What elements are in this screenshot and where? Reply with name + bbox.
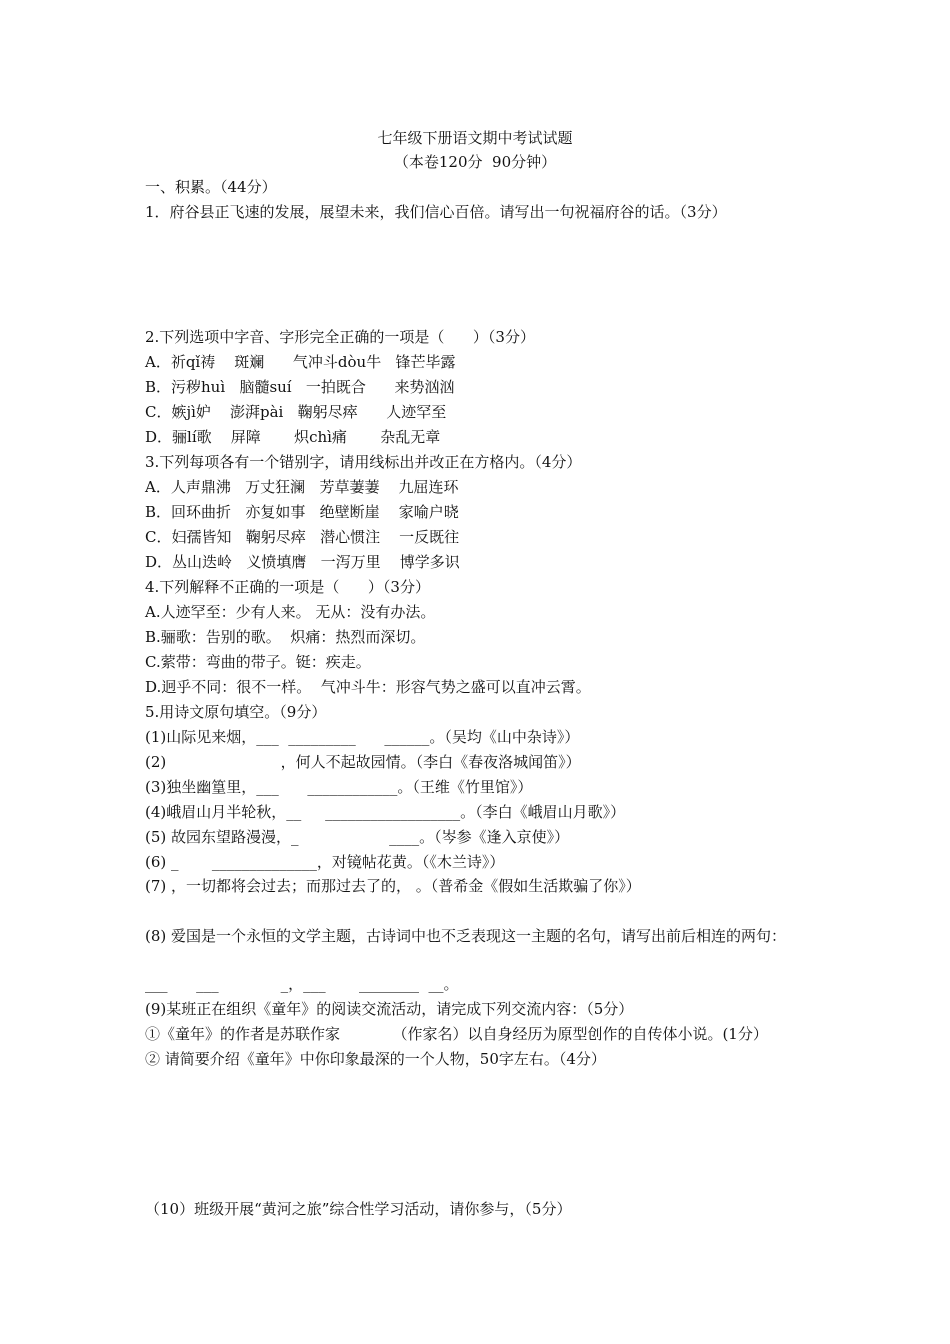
fill-line: (2) ，何人不起故园情。（李白《春夜洛城闻笛》） (145, 753, 581, 771)
question-9: (9)某班正在组织《童年》的阅读交流活动，请完成下列交流内容：（5分） (145, 1000, 634, 1018)
sub-question: ①《童年》的作者是苏联作家 （作家名）以自身经历为原型创作的自传体小说。(1分） (145, 1025, 768, 1043)
option-line: D.迥乎不同：很不一样。 气冲斗牛：形容气势之盛可以直冲云霄。 (145, 678, 591, 696)
fill-line: (1)山际见来烟，___ _________ ______。（吴均《山中杂诗》） (145, 728, 580, 746)
fill-line: (6) _ ______________，对镜帖花黄。（《木兰诗》） (145, 853, 505, 871)
fill-line: (8) 爱国是一个永恒的文学主题，古诗词中也不乏表现这一主题的名句，请写出前后相连的两句： (145, 927, 787, 945)
page-title: 七年级下册语文期中考试试题 (377, 129, 573, 147)
question-5: 5.用诗文原句填空。（9分） (145, 703, 327, 721)
option-line: B．污秽huì 脑髓suí 一拍既合 来势汹汹 (145, 378, 455, 396)
answer-blank-line: ___ ___ _，___ ________ __。 (145, 975, 459, 993)
option-line: C．嫉jì妒 澎湃pài 鞠躬尽瘁 人迹罕至 (145, 403, 447, 421)
option-line: C．妇孺皆知 鞠躬尽瘁 潜心惯注 一反既往 (145, 528, 460, 546)
fill-line: (4)峨眉山月半轮秋，__ __________________。（李白《峨眉山月歌》） (145, 803, 626, 821)
option-line: B．回环曲折 亦复如事 绝壁断崖 家喻户晓 (145, 503, 459, 521)
fill-line: (7) ，一切都将会过去；而那过去了的， 。（普希金《假如生活欺骗了你》） (145, 877, 641, 895)
option-line: A．祈qǐ祷 斑斓 气冲斗dòu牛 锋芒毕露 (145, 353, 456, 371)
question-1: 1．府谷县正飞速的发展，展望未来，我们信心百倍。请写出一句祝福府谷的话。（3分） (145, 203, 727, 221)
question-3: 3.下列每项各有一个错别字，请用线标出并改正在方格内。（4分） (145, 453, 582, 471)
option-line: A．人声鼎沸 万丈狂澜 芳草萋萋 九屈连环 (145, 478, 459, 496)
fill-line: (3)独坐幽篁里，___ ____________。（王维《竹里馆》） (145, 778, 533, 796)
option-line: D．丛山迭岭 义愤填膺 一泻万里 博学多识 (145, 553, 460, 571)
page-subtitle: （本卷120分 90分钟） (393, 153, 557, 171)
option-line: C.萦带：弯曲的带子。铤：疾走。 (145, 653, 371, 671)
section-heading: 一、积累。（44分） (145, 178, 277, 196)
option-line: B.骊歌：告别的歌。 炽痛：热烈而深切。 (145, 628, 426, 646)
question-2: 2.下列选项中字音、字形完全正确的一项是（ ）（3分） (145, 328, 535, 346)
option-line: D．骊lí歌 屏障 炽chì痛 杂乱无章 (145, 428, 441, 446)
option-line: A.人迹罕至：少有人来。 无从：没有办法。 (145, 603, 436, 621)
question-4: 4.下列解释不正确的一项是（ ）（3分） (145, 578, 430, 596)
sub-question: ② 请简要介绍《童年》中你印象最深的一个人物，50字左右。（4分） (145, 1050, 606, 1068)
question-10: （10）班级开展“黄河之旅”综合性学习活动，请你参与，（5分） (145, 1200, 572, 1218)
fill-line: (5) 故园东望路漫漫，_ ____。（岑参《逢入京使》） (145, 828, 570, 846)
